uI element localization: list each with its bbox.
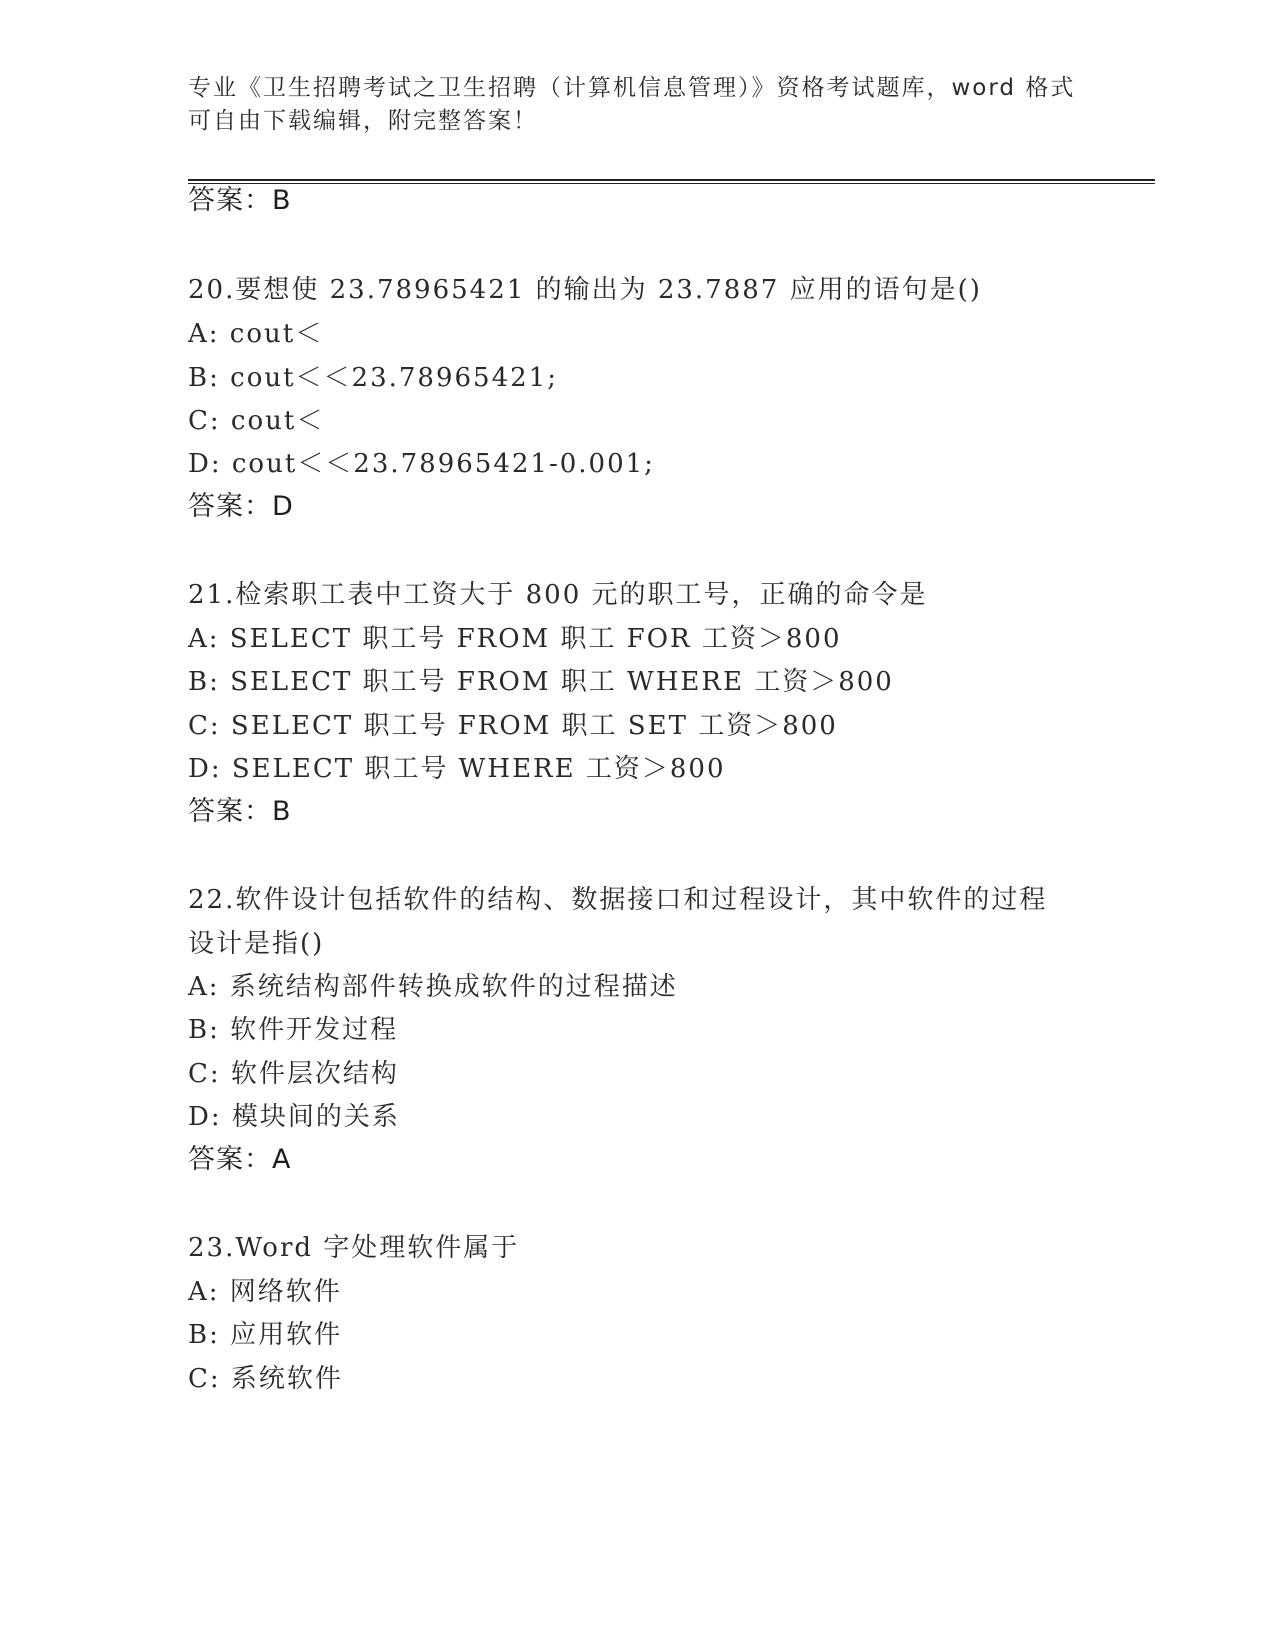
question-22-stem-line-2: 设计是指() [188,929,325,959]
question-21-option-b: B: SELECT 职工号 FROM 职工 WHERE 工资＞800 [188,667,894,697]
header-line-1: 专业《卫生招聘考试之卫生招聘（计算机信息管理）》资格考试题库，word 格式 [188,75,1076,101]
question-22-stem-line-1: 22.软件设计包括软件的结构、数据接口和过程设计，其中软件的过程 [188,885,1048,915]
question-20-option-b: B: cout＜＜23.78965421; [188,363,558,393]
question-22-option-d: D: 模块间的关系 [188,1102,400,1132]
question-21-stem: 21.检索职工表中工资大于 800 元的职工号，正确的命令是 [188,580,928,610]
question-23-option-a: A: 网络软件 [188,1277,342,1307]
question-21-option-c: C: SELECT 职工号 FROM 职工 SET 工资＞800 [188,711,838,741]
question-22-option-c: C: 软件层次结构 [188,1059,399,1089]
question-23-stem: 23.Word 字处理软件属于 [188,1233,520,1263]
answer-21: 答案：B [188,796,292,827]
question-23-option-b: B: 应用软件 [188,1320,343,1350]
header-line-2: 可自由下载编辑，附完整答案！ [188,108,538,134]
question-22-option-a: A: 系统结构部件转换成软件的过程描述 [188,972,678,1002]
question-23-option-c: C: 系统软件 [188,1364,343,1394]
answer-20: 答案：D [188,491,294,522]
question-20-stem: 20.要想使 23.78965421 的输出为 23.7887 应用的语句是() [188,275,982,305]
answer-19: 答案：B [188,185,292,216]
question-22-option-b: B: 软件开发过程 [188,1015,399,1045]
question-21-option-a: A: SELECT 职工号 FROM 职工 FOR 工资＞800 [188,624,842,654]
question-20-option-c: C: cout＜ [188,406,325,436]
question-20-option-d: D: cout＜＜23.78965421-0.001; [188,449,655,479]
page-header [188,72,1088,138]
answer-22: 答案：A [188,1144,292,1175]
question-21-option-d: D: SELECT 职工号 WHERE 工资＞800 [188,754,726,784]
question-20-option-a: A: cout＜ [188,319,324,349]
header-divider [188,179,1155,184]
